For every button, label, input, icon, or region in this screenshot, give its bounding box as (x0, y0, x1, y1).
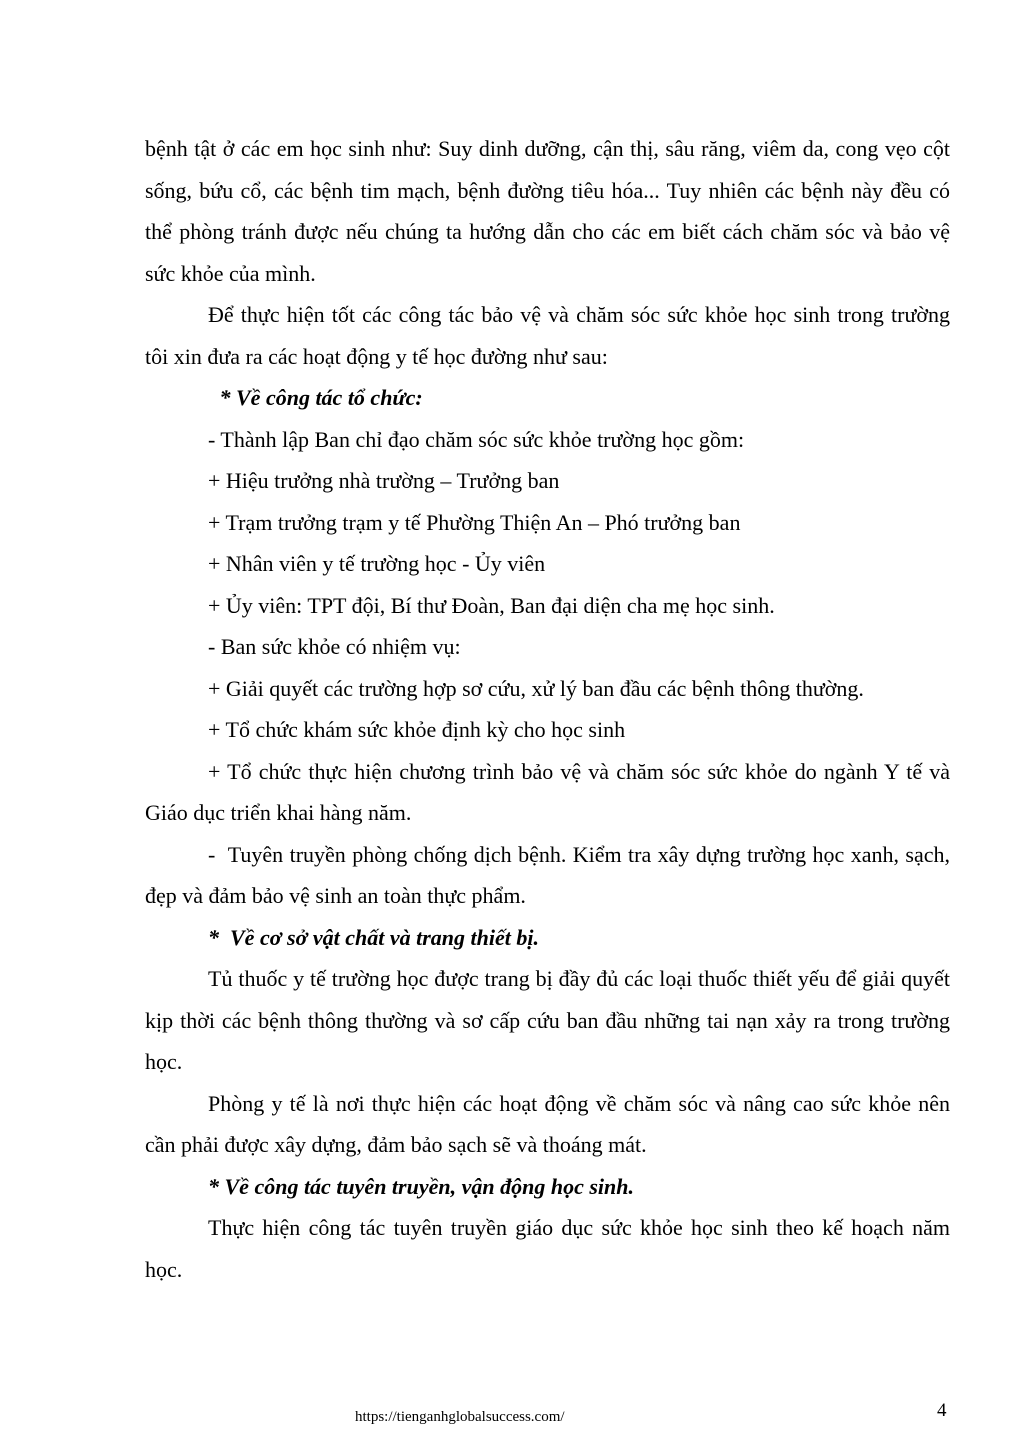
list-item-first-aid: + Giải quyết các trường hợp sơ cứu, xử lý ban đầu các bệnh thông thường. (208, 675, 864, 701)
list-item-board-setup: - Thành lập Ban chỉ đạo chăm sóc sức khỏe trường học gồm: (208, 426, 745, 452)
paragraph-disease-intro: bệnh tật ở các em học sinh như: Suy dinh dưỡng, cận thị, sâu răng, viêm da, cong vẹo cột sống, bứu cổ, các bệnh tim mạch, bệnh đường tiêu hóa... Tuy nhiên các bệnh này đều có thể phòng tránh được nếu chúng ta hướng dẫn cho các em biết cách chăm sóc và bảo vệ sức khỏe của mình. (145, 136, 950, 286)
list-item-health-checkup: + Tổ chức khám sức khỏe định kỳ cho học sinh (208, 717, 626, 742)
list-item-propaganda: - Tuyên truyền phòng chống dịch bệnh. Kiểm tra xây dựng trường học xanh, sạch, đẹp và đảm bảo vệ sinh an toàn thực phẩm. (145, 841, 956, 908)
paragraph-health-education: Thực hiện công tác tuyên truyền giáo dục sức khỏe học sinh theo kế hoạch năm học. (145, 1215, 950, 1282)
list-item-members: + Ủy viên: TPT đội, Bí thư Đoàn, Ban đại diện cha mẹ học sinh. (208, 592, 775, 618)
page-number: 4 (937, 1400, 947, 1421)
paragraph-medicine-cabinet: Tủ thuốc y tế trường học được trang bị đầy đủ các loại thuốc thiết yếu để giải quyết kịp thời các bệnh thông thường và sơ cấp cứu ban đầu những tai nạn xảy ra trong trường học. (145, 966, 950, 1074)
list-item-principal: + Hiệu trưởng nhà trường – Trưởng ban (208, 468, 560, 493)
heading-communication: * Về công tác tuyên truyền, vận động học sinh. (208, 1173, 634, 1199)
paragraph-activities-intro: Để thực hiện tốt các công tác bảo vệ và chăm sóc sức khỏe học sinh trong trường tôi xin đưa ra các hoạt động y tế học đường như sau: (145, 302, 950, 369)
heading-organization: * Về công tác tổ chức: (214, 385, 423, 410)
list-item-board-duties: - Ban sức khỏe có nhiệm vụ: (208, 634, 461, 659)
paragraph-medical-room: Phòng y tế là nơi thực hiện các hoạt động về chăm sóc và nâng cao sức khỏe nên cần phải được xây dựng, đảm bảo sạch sẽ và thoáng mát. (145, 1090, 950, 1157)
footer-url[interactable]: https://tienganhglobalsuccess.com/ (355, 1409, 565, 1425)
document-body (145, 128, 956, 1290)
list-item-station-head: + Trạm trưởng trạm y tế Phường Thiện An – Phó trưởng ban (208, 509, 741, 535)
heading-facilities: * Về cơ sở vật chất và trang thiết bị. (208, 924, 539, 950)
list-item-school-medical-staff: + Nhân viên y tế trường học - Ủy viên (208, 551, 546, 576)
list-item-health-program: + Tổ chức thực hiện chương trình bảo vệ và chăm sóc sức khỏe do ngành Y tế và Giáo dục triển khai hàng năm. (145, 758, 950, 825)
